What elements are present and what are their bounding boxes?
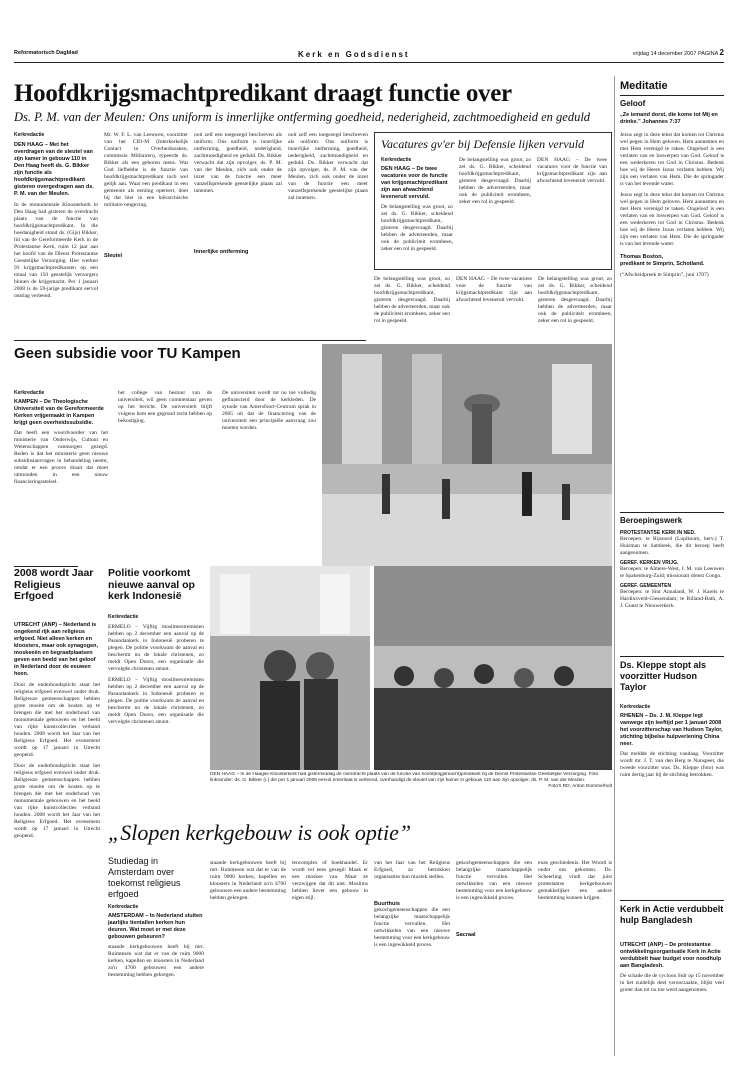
indonesie-body-2: ERMELO – Vijftig moslimextremisten hebben op 2 december een aanval op de Pasundankerk in Indonesië proberen te plegen. De politie voorkwam de aanval en beschermt nu de lokale christenen, zo meldt Open Doors, een organisatie die vervolgde christenen steunt. xyxy=(108,677,204,725)
photo-audience xyxy=(374,566,612,770)
photo-ceremony-image xyxy=(322,344,612,566)
meditatie-quote: „Ze iemand dorst, die kome tot Mij en drinke.” Johannes 7:37 xyxy=(620,112,718,125)
inset-box xyxy=(374,132,612,270)
tu-headline: Geen subsidie voor TU Kampen xyxy=(14,345,241,362)
lead-intro: DEN HAAG – Met het overdragen van de sleutel van zijn kamer in gebouw 110 in Den Haag heeft ds. G. Bikker zijn functie als hoofdkrijgsmachtpredikant gisteren overgedragen aan ds. P. M. van der Meulen. xyxy=(14,142,94,197)
beroeps-item xyxy=(620,560,724,580)
meditatie xyxy=(620,80,724,508)
actie-lead: UTRECHT (ANP) – De protestantse ontwikkelingsorganisatie Kerk in Actie verdubbelt haar budget voor noodhulp aan Bangladesh. xyxy=(620,942,722,969)
tu-rule xyxy=(14,340,366,341)
lead-body-4: ooit zelf een toegezegd beschreven als uniform. Ons uniform is innerlijke ontferming, goedheid, nederigheid, zachtmoedigheid en geduld. Ds. Bikker verwacht dat zijn opvolger, ds. P. M. van der Meulen, zich ook onder de inzet van de functie een meer vanzelfsprekende geestelijke plaats zal innemen. xyxy=(288,132,368,201)
lead-col-4 xyxy=(288,132,368,272)
kleppe-title: Ds. Kleppe stopt als voorzitter Hudson Taylor xyxy=(620,660,707,692)
beroeps-church: GEREF. GEMEENTEN xyxy=(620,583,672,589)
inset-cont-1: De belangstelling was groot, zo zei ds. G. Bikker, scheidend hoofdkrijgsmachtpredikant, gisteren desgevraagd. Daarbij hebben de adverteerden, maar ook de publiciteit eromheen, zeker een rol in gespeeld. xyxy=(374,276,450,324)
tu-col-2: het college van bestuur van de universiteit, wil geen commentaar geven op het bericht. De universiteit blijft volgens hem een gegrond recht hebben op bekostiging. xyxy=(118,390,212,424)
erfgoed-body-2: Door de onderhoudsplicht staat het religieus erfgoed evenwel onder druk. Religieuze gemeenschappen hebben grote moeite om de kosten op te brengen die met het onderhoud van monumentale gebouwen en het beeld van rijke kunstcollecties verband houden. 2008 wordt het Jaar van het Religieus Erfgoed. Het evenement wordt op 17 januari in Utrecht geopend. xyxy=(14,763,100,839)
inset-col-1 xyxy=(381,157,453,253)
inset-label: Kerkredactie xyxy=(381,157,412,163)
meditatie-author-role: predikant te Simprin, Schotland. xyxy=(620,261,705,267)
header-rule xyxy=(14,62,724,63)
inset-body: De belangstelling was groot, zo zei ds. G. Bikker, scheidend hoofdkrijgsmachtpredikant, gisteren desgevraagd. Daarbij hebben de adverteerden, maar ook de publiciteit eromheen, zeker een rol in gespeeld. xyxy=(381,204,453,252)
erfgoed-headline: 2008 wordt Jaar Religieus Erfgoed xyxy=(14,567,94,603)
date-text: vrijdag 14 december 2007 xyxy=(632,51,697,57)
actie-title: Kerk in Actie verdubbelt hulp Bangladesh xyxy=(620,904,724,925)
photo-sleutel xyxy=(210,566,370,770)
kleppe-rule xyxy=(620,656,724,657)
meditatie-source: (“Afscheidpreek te Simprin”, juni 1707) xyxy=(620,272,709,278)
kerkgebouw-body-3: van het Jaar van het Religieus Erfgoed, zo betrokken organisaties hun muziek stellen. xyxy=(374,860,450,880)
beroeps-rule xyxy=(620,512,724,513)
actie-body: De schade die de cycloon Sidr op 15 november in het zuidelijk deel veroorzaakte, blijkt veel groter dan tot nu toe werd aangenomen. xyxy=(620,973,724,993)
kerkgebouw-col-3: tencomplex of boekhandel. Er wordt vel eens gezegd: Maak er een moskee van. Maar ze verzwijgen dat dit niet. Moslims hebben liever een gebouw in eigen stijl. xyxy=(292,860,368,901)
inset-col-3: DEN HAAG – De twee vacatures voor de functie van krijgsmachtpredikant zijn aan afwachtend leveneruit vervuld. xyxy=(537,157,607,184)
kerkgebouw-subhead-a: Buurthuis xyxy=(374,901,400,907)
tu-body: Dat heeft een woordvoerder van het ministerie van Onderwijs, Cultuur en Wetenschappen vanmorgen gezegd. Reden is dat het ministerie geen nieuwe subsidieaanvragen in behandeling neemt, omdat er een proces draait dat moet uitmonden in een nieuw financieringsstelsel. xyxy=(14,430,108,485)
photo-ceremony xyxy=(322,344,612,566)
section-title: Kerk en Godsdienst xyxy=(298,50,410,59)
kleppe-lead: RHENEN – Ds. J. M. Kleppe legt vanwege zijn leeftijd per 1 januari 2008 het voorzitterschap van Hudson Taylor, stichting bijbelse hulpverlening China neer. xyxy=(620,713,723,747)
beroeps-text: Beroepen: te Sint Annaland, W. J. Karels te Hardinxveld-Giessendam; te Rilland-Bath, A. J. Gunst te Nieuwerkerk. xyxy=(620,589,724,609)
lead-body-2: Mr. W. F. L. van Leeuwen, voorzitter van het CIO-M (Interkerkelijk Contact in Overheidszaken, commissie Militairen), typeerde ds. Bikker als een geboren mens. Wat God liefhebbe is de functie van hoofdkrijgsmachtpredikant toch wel gelijk aan. Waar een predikant in een gemeente als eenling opereert, doet hij dat hier in een hiërarchische militaire omgeving. xyxy=(104,132,188,208)
kerkgebouw-subhead-b: Sacraal xyxy=(456,932,476,938)
kerkgebouw-headline: „Slopen kerkgebouw is ook optie” xyxy=(108,820,412,845)
paper-name: Reformatorisch Dagblad xyxy=(14,50,78,56)
kerkgebouw-body-4: gekochgemeenschappen die een belangrijke maatschappelijk functie vervullen. Het ontwikkelen van een nieuwe bestemming voor een kerkgebouw is een ingewikkeld proces. xyxy=(374,907,450,948)
kerkgebouw-col-6: enze geschiedenis. Het Woord is onder ons gekomen. Ds. Scheerling vindt dat juist protestantse kerkgebouwen gemakkelijker een andere bestemming kunnen krijgen. xyxy=(538,860,612,901)
lead-subhead-a: Innerlijke ontferming xyxy=(194,249,249,255)
actie-col xyxy=(620,942,724,1062)
meditatie-rule xyxy=(620,95,724,96)
page-date xyxy=(633,48,724,57)
lead-body-3: ooit zelf een toegezegd beschreven als uniform. Ons uniform is innerlijke ontferming, goedheid, nederigheid, zachtmoedigheid en geduld. Ds. Bikker verwacht dat zijn opvolger, ds. P. M. van der Meulen, zich ook onder de inzet van de functie een meer vanzelfsprekende geestelijke plaats zal innemen. xyxy=(194,132,282,194)
meditatie-body-cont: Jezus zegt in deze tekst dat komen tot Christus wel pegen in Hem geloven. Hem aannemen en met Hem verenigd te raken. Ongeloof is een verlaten van en loswerpen van God. Geloof is een wederkeren tot God in Christus. Bedenk hoe wij de Heere Jezus verlaten hebben. Wij zijn een verlaten van Hem. Die de springader is van het levende water. xyxy=(620,192,724,247)
meditatie-title: Meditatie xyxy=(620,80,668,92)
kerkgebouw-body-1: staande kerkgebouwen heeft bij mrt. Ruimtesen wat dat er van de ruim 9000 kerken, kapellen en kloosters in Nederland zo'n 4700 gebouwen een andere bestemming hebben gekregen. xyxy=(108,944,204,978)
beroeps-church: GEREF. KERKEN VRIJG. xyxy=(620,560,679,566)
lead-body-1: In de monumentale Kloosterkerk in Den Haag had gisteren de overdracht plaats van de functie van hoofdkrijgsmachtpredikant. In die hoedanigheid stond ds. (Gijs) Bikker, lid van de Gereformeerde Kerk in de Protestantse Kerk, ruim 12 jaar aan het hoofd van de Dienst Protestantse Geestelijke Verzorging. Hier werken 93 krijgsmachtpredikanten op een totaal van 150 geestelijk verzorgers binnen de krijgsmacht. Per 1 januari 2008 is de 59-jarige predikant eervol ontslag verleend. xyxy=(14,202,98,299)
beroeps-text: Beroepen: te Almere-West, J. M. van Leeuwen te Spakenburg-Zuid; missionair dienst Congo. xyxy=(620,566,724,579)
beroeps-item xyxy=(620,583,724,610)
page-number: 2 xyxy=(719,48,724,57)
beroeps-church: PROTESTANTSE KERK IN NED. xyxy=(620,530,696,536)
kerkgebouw-col-5 xyxy=(456,860,532,1060)
tu-lead: KAMPEN – De Theologische Universiteit van de Gereformeerde Kerken vrijgemaakt in Kampen krijgt geen overheidssubsidie. xyxy=(14,399,104,426)
kleppe-label: Kerkredactie xyxy=(620,704,651,710)
meditatie-subtitle: Geloof xyxy=(620,99,646,108)
photo-caption xyxy=(210,772,612,816)
tu-col-1 xyxy=(14,390,108,556)
beroeps-text: Beroepen: te Rijsoord (Lopiksum, herv.) T. Huisman te Sambeek, die dit beroep heeft aangenomen. xyxy=(620,536,724,556)
kleppe-body: Dat meldde de stichting vandaag. Voorzitter wordt mr. J. T. van den Berg te Nunspeet, die tweede voorzitter was. Ds. Kleppe (foto) was ruim dertig jaar bij de stichting betrokken. xyxy=(620,751,724,778)
inset-lead: DEN HAAG – De twee vacatures voor de functie van krijgsmachtpredikant zijn aan afwachtend leveneruit vervuld. xyxy=(381,166,448,200)
tu-label: Kerkredactie xyxy=(14,390,45,396)
indonesie-headline: Politie voorkomt nieuwe aanval op kerk Indonesië xyxy=(108,567,195,603)
meditatie-author: Thomas Boston, xyxy=(620,254,664,260)
page-label: PAGINA xyxy=(697,51,719,57)
erfgoed-col xyxy=(14,622,100,1062)
kerkgebouw-col-1 xyxy=(108,856,204,1062)
erfgoed-body: Door de onderhoudsplicht staat het religieus erfgoed evenwel onder druk. Religieuze gemeenschappen hebben grote moeite om de kosten op te brengen die met het onderhoud van monumentale gebouwen en het beeld van rijke kunstcollecties verband houden. 2008 wordt het Jaar van het Religieus Erfgoed. Het evenement wordt op 17 januari in Utrecht geopend. xyxy=(14,682,100,758)
lead-subhead-b: Sleutel xyxy=(104,253,123,259)
actie-rule xyxy=(620,900,724,901)
kerkgebouw-col-2: staande kerkgebouwen heeft bij mrt. Ruimtesen wat dat er van de ruim 9000 kerken, kapellen en kloosters in Nederland zo'n 4700 gebouwen een andere bestemming hebben gekregen. xyxy=(210,860,286,901)
kerkgebouw-kicker: Studiedag in Amsterdam over toekomst religieus erfgoed xyxy=(108,856,181,899)
kerkgebouw-lead: AMSTERDAM – In Nederland sluiten jaarlijks tientallen kerken hun deuren. Wat moet er met deze gebouwen gebeuren? xyxy=(108,913,203,940)
meditatie-body: Jezus zegt in deze tekst dat komen tot Christus wel pegen in Hem geloven. Hem aannemen en met Hem verenigd te raken. Ongeloof is een verlaten van en loswerpen van God. Geloof is een wederkeren tot God in Christus. Bedenk hoe wij de Heere Jezus verlaten hebben. Wij zijn een verlaten van Hem. Die de springader is van het levende water. xyxy=(620,132,724,187)
lead-col-3 xyxy=(194,132,282,340)
inset-cont-2: DEN HAAG – De twee vacatures voor de functie van krijgsmachtpredikant zijn aan afwachtend leveneruit vervuld. xyxy=(456,276,532,303)
tu-col-3: De universiteit wordt tot nu toe volledig gefinancierd door de kerkleden. De synode van Amersfoort-Centrum sprak in 2005 uit dat de financiering van de universiteit een principiële aanvraag zou moeten worden. xyxy=(222,390,316,431)
byline: Kerkredactie xyxy=(14,132,45,138)
lead-subhead: Ds. P. M. van der Meulen: Ons uniform is innerlijke ontferming goedheid, nederigheid, zachtmoedigheid en geduld xyxy=(14,110,591,124)
erfgoed-lead: UTRECHT (ANP) – Nederland is ongekend rijk aan religieus erfgoed. Niet alleen kerken en kloosters, maar ook synagogen, moskeeën en begraafplaatsen geven een beeld van het geloof in Nederland door de eeuwen heen. xyxy=(14,622,99,677)
caption-text: DEN HAAG – In de Haagse Kloosterkerk had gistermiddag de overdracht plaats van de functie van hoofd(krijgsmacht)predikant bij de Dienst Protestantse Geestelijke Verzorging. Foto linksonder: ds. G. Bikker (r.) die per 1 januari 2008 eervol emeritaat is verleend, overhandigt de sleutel van zijn kamer in gebouw 110 aan zijn opvolger, ds. P. M. van der Meulen. xyxy=(210,772,599,783)
beroeps-title: Beroepingswerk xyxy=(620,516,683,525)
indonesie-col xyxy=(108,614,204,840)
photo-sleutel-image xyxy=(210,566,370,770)
beroeps-item xyxy=(620,530,724,557)
kerkgebouw-label: Kerkredactie xyxy=(108,904,139,910)
indonesie-body: ERMELO – Vijftig moslimextremisten hebben op 2 december een aanval op de Pasundankerk in Indonesië proberen te plegen. De politie voorkwam de aanval en beschermt nu de lokale christenen, zo meldt Open Doors, een organisatie die vervolgde christenen steunt. xyxy=(108,624,204,672)
sidebar-divider xyxy=(614,76,615,1056)
kerkgebouw-body-5: gekochgemeenschappen die een belangrijke maatschappelijk functie vervullen. Het ontwikkelen van een nieuwe bestemming voor een kerkgebouw is een ingewikkeld proces. xyxy=(456,860,532,901)
photo-audience-image xyxy=(374,566,612,770)
lead-col-1 xyxy=(14,132,98,340)
lead-col-2 xyxy=(104,132,188,340)
kerkgebouw-col-4 xyxy=(374,860,450,1060)
photo-credit: Foto's RD, Anton Dommerholt xyxy=(548,784,612,789)
lead-headline: Hoofdkrijgsmachtpredikant draagt functie over xyxy=(14,80,512,107)
indonesie-label: Kerkredactie xyxy=(108,614,139,620)
kleppe-col xyxy=(620,704,724,894)
inset-cont-3: De belangstelling was groot, zo zei ds. G. Bikker, scheidend hoofdkrijgsmachtpredikant, gisteren desgevraagd. Daarbij hebben de adverteerden, maar ook de publiciteit eromheen, zeker een rol in gespeeld. xyxy=(538,276,612,324)
beroeps-list xyxy=(620,530,724,642)
inset-col-2: De belangstelling was groot, zo zei ds. G. Bikker, scheidend hoofdkrijgsmachtpredikant, gisteren desgevraagd. Daarbij hebben de adverteerden, maar ook de publiciteit eromheen, zeker een rol in gespeeld. xyxy=(459,157,531,205)
inset-title: Vacatures gv'er bij Defensie lijken vervuld xyxy=(381,137,585,151)
